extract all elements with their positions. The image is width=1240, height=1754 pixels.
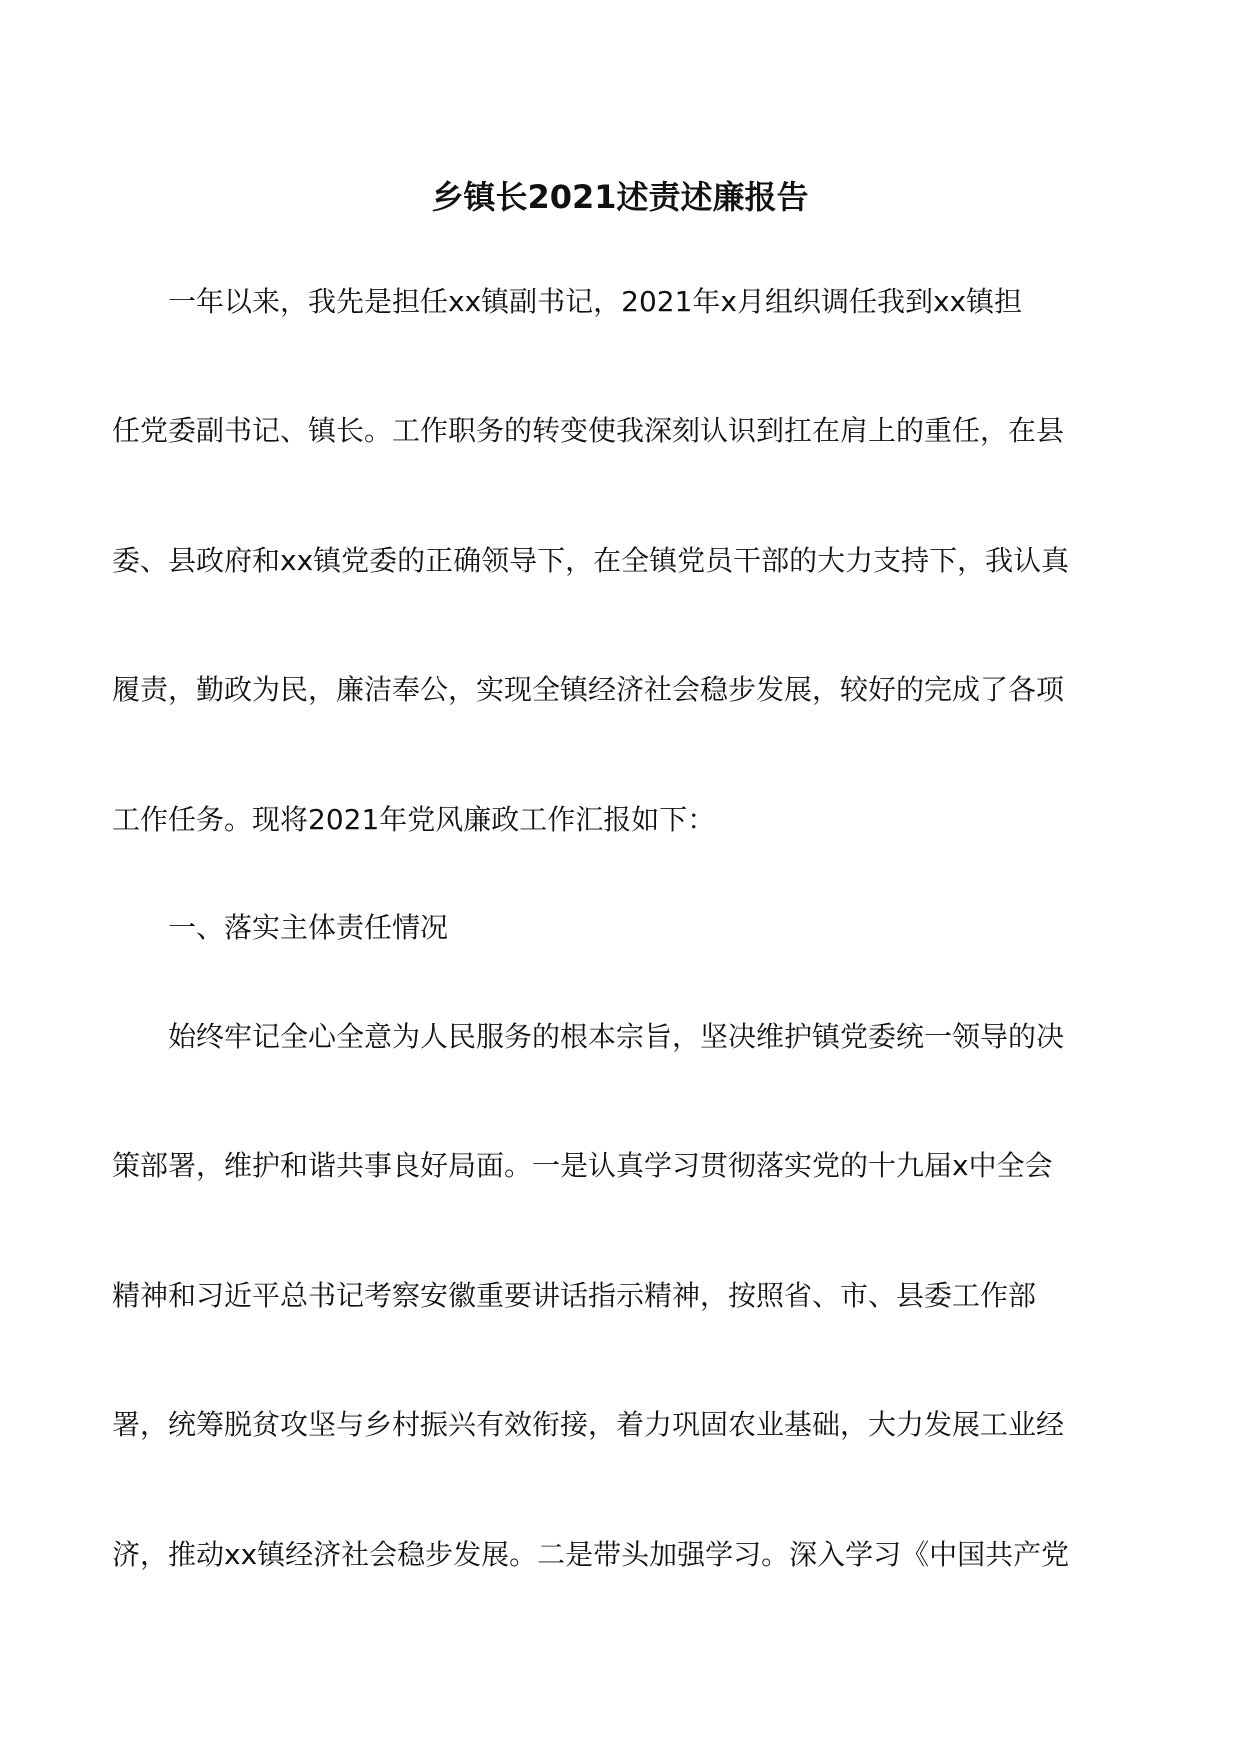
paragraph-2-line-3: 精神和习近平总书记考察安徽重要讲话指示精神，按照省、市、县委工作部	[112, 1279, 1037, 1312]
paragraph-2-line-4: 署，统筹脱贫攻坚与乡村振兴有效衔接，着力巩固农业基础，大力发展工业经	[112, 1408, 1065, 1441]
paragraph-1-line-3: 委、县政府和xx镇党委的正确领导下，在全镇党员干部的大力支持下，我认真	[112, 544, 1070, 577]
paragraph-1-line-5: 工作任务。现将2021年党风廉政工作汇报如下：	[112, 803, 716, 836]
paragraph-2-line-5: 济，推动xx镇经济社会稳步发展。二是带头加强学习。深入学习《中国共产党	[112, 1538, 1070, 1571]
paragraph-1-line-1: 一年以来，我先是担任xx镇副书记，2021年x月组织调任我到xx镇担	[168, 285, 1023, 318]
paragraph-2-line-1: 始终牢记全心全意为人民服务的根本宗旨，坚决维护镇党委统一领导的决	[168, 1020, 1065, 1053]
paragraph-2-line-2: 策部署，维护和谐共事良好局面。一是认真学习贯彻落实党的十九届x中全会	[112, 1149, 1053, 1182]
paragraph-1-line-4: 履责，勤政为民，廉洁奉公，实现全镇经济社会稳步发展，较好的完成了各项	[112, 673, 1065, 706]
section-heading-1: 一、落实主体责任情况	[168, 911, 449, 944]
paragraph-1-line-2: 任党委副书记、镇长。工作职务的转变使我深刻认识到扛在肩上的重任，在县	[112, 414, 1065, 447]
document-title: 乡镇长2021述责述廉报告	[431, 178, 809, 216]
